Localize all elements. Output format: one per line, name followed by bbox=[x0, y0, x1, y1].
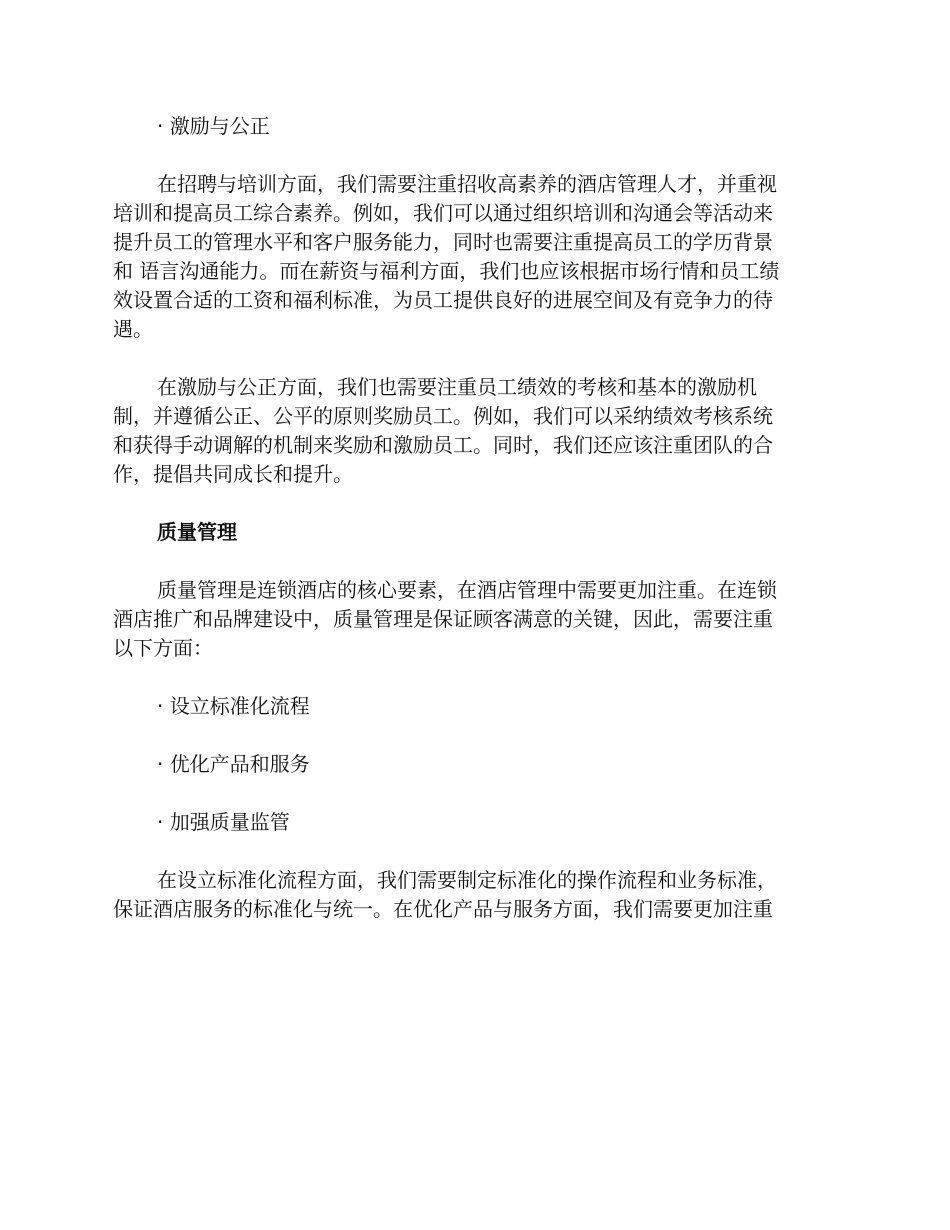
bullet-incentive: · 激励与公正 bbox=[157, 114, 270, 138]
paragraph-line: 制，并遵循公正、公平的原则奖励员工。例如，我们可以采纳绩效考核系统 bbox=[113, 404, 773, 428]
paragraph-line: 在激励与公正方面，我们也需要注重员工绩效的考核和基本的激励机 bbox=[157, 375, 757, 399]
paragraph-line: 和获得手动调解的机制来奖励和激励员工。同时，我们还应该注重团队的合 bbox=[113, 433, 773, 457]
paragraph-recruitment bbox=[113, 170, 833, 344]
paragraph-quality-intro bbox=[113, 576, 833, 663]
section-heading-quality: 质量管理 bbox=[157, 520, 237, 544]
paragraph-line: 保证酒店服务的标准化与统一。在优化产品与服务方面，我们需要更加注重 bbox=[113, 897, 773, 921]
bullet-optimize-products: · 优化产品和服务 bbox=[157, 752, 310, 776]
paragraph-line: 在设立标准化流程方面，我们需要制定标准化的操作流程和业务标准， bbox=[157, 868, 777, 892]
paragraph-line: 效设置合适的工资和福利标准，为员工提供良好的进展空间及有竞争力的待 bbox=[113, 288, 773, 312]
paragraph-line: 和 语言沟通能力。而在薪资与福利方面，我们也应该根据市场行情和员工绩 bbox=[113, 259, 780, 283]
paragraph-line: 作，提倡共同成长和提升。 bbox=[113, 462, 353, 486]
paragraph-line: 提升员工的管理水平和客户服务能力，同时也需要注重提高员工的学历背景 bbox=[113, 230, 773, 254]
bullet-quality-supervision: · 加强质量监管 bbox=[157, 810, 290, 834]
paragraph-standardization bbox=[113, 866, 833, 924]
paragraph-incentive bbox=[113, 373, 833, 489]
paragraph-line: 遇。 bbox=[113, 317, 153, 341]
paragraph-line: 以下方面： bbox=[113, 636, 213, 660]
paragraph-line: 酒店推广和品牌建设中，质量管理是保证顾客满意的关键，因此，需要注重 bbox=[113, 607, 773, 631]
paragraph-line: 培训和提高员工综合素养。例如，我们可以通过组织培训和沟通会等活动来 bbox=[113, 201, 773, 225]
paragraph-line: 在招聘与培训方面，我们需要注重招收高素养的酒店管理人才，并重视 bbox=[157, 172, 777, 196]
bullet-standardization: · 设立标准化流程 bbox=[157, 694, 310, 718]
document-body bbox=[113, 112, 833, 924]
paragraph-line: 质量管理是连锁酒店的核心要素，在酒店管理中需要更加注重。在连锁 bbox=[157, 578, 777, 602]
